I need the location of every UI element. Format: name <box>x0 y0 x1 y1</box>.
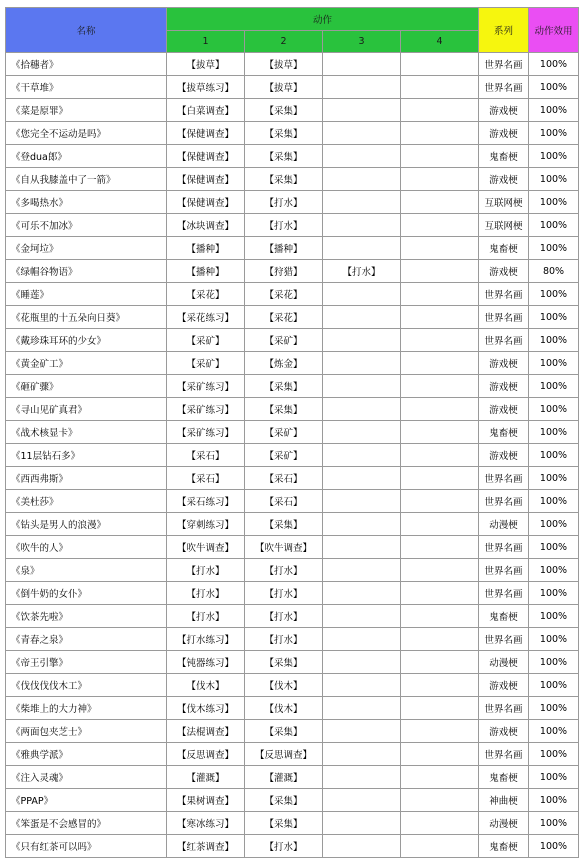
table-row <box>6 513 579 536</box>
cell-efficiency: 100% <box>529 214 579 237</box>
table-row <box>6 582 579 605</box>
cell-name: 《战术核显卡》 <box>6 421 167 444</box>
cell-action-1: 【吹牛调查】 <box>167 536 245 559</box>
cell-action-3 <box>323 76 401 99</box>
cell-action-4 <box>401 283 479 306</box>
cell-action-4 <box>401 697 479 720</box>
cell-efficiency: 80% <box>529 260 579 283</box>
cell-action-4 <box>401 835 479 858</box>
cell-series: 世界名画 <box>479 559 529 582</box>
cell-action-3 <box>323 490 401 513</box>
cell-efficiency: 100% <box>529 421 579 444</box>
cell-series: 鬼畜梗 <box>479 237 529 260</box>
cell-action-4 <box>401 122 479 145</box>
cell-efficiency: 100% <box>529 812 579 835</box>
data-table <box>5 7 579 858</box>
cell-series: 鬼畜梗 <box>479 145 529 168</box>
cell-action-3 <box>323 99 401 122</box>
cell-name: 《泉》 <box>6 559 167 582</box>
cell-name: 《饮茶先啦》 <box>6 605 167 628</box>
cell-name: 《您完全不运动是吗》 <box>6 122 167 145</box>
cell-action-4 <box>401 812 479 835</box>
cell-name: 《笨蛋是不会感冒的》 <box>6 812 167 835</box>
cell-series: 游戏梗 <box>479 398 529 421</box>
cell-action-2: 【狩猎】 <box>245 260 323 283</box>
cell-action-4 <box>401 168 479 191</box>
table-row <box>6 789 579 812</box>
cell-action-2: 【采集】 <box>245 651 323 674</box>
cell-name: 《自从我膝盖中了一箭》 <box>6 168 167 191</box>
cell-name: 《伐伐伐伐木工》 <box>6 674 167 697</box>
cell-efficiency: 100% <box>529 99 579 122</box>
cell-action-3 <box>323 467 401 490</box>
table-row <box>6 398 579 421</box>
cell-action-4 <box>401 467 479 490</box>
cell-series: 世界名画 <box>479 743 529 766</box>
cell-action-1: 【保健调查】 <box>167 122 245 145</box>
cell-action-3 <box>323 743 401 766</box>
cell-action-4 <box>401 490 479 513</box>
cell-series: 动漫梗 <box>479 812 529 835</box>
cell-efficiency: 100% <box>529 743 579 766</box>
cell-name: 《可乐不加冰》 <box>6 214 167 237</box>
cell-action-2: 【采石】 <box>245 490 323 513</box>
cell-series: 游戏梗 <box>479 168 529 191</box>
cell-series: 世界名画 <box>479 329 529 352</box>
cell-action-4 <box>401 559 479 582</box>
table-row <box>6 53 579 76</box>
table-row <box>6 628 579 651</box>
table-row <box>6 352 579 375</box>
table-row <box>6 444 579 467</box>
cell-action-2: 【伐木】 <box>245 674 323 697</box>
header-action-2: 2 <box>245 30 323 53</box>
cell-action-4 <box>401 352 479 375</box>
cell-series: 游戏梗 <box>479 352 529 375</box>
cell-action-2: 【采石】 <box>245 467 323 490</box>
cell-efficiency: 100% <box>529 582 579 605</box>
table-row <box>6 122 579 145</box>
cell-name: 《绿帽谷物语》 <box>6 260 167 283</box>
cell-action-4 <box>401 53 479 76</box>
cell-action-1: 【采花】 <box>167 283 245 306</box>
cell-action-1: 【冰块调查】 <box>167 214 245 237</box>
cell-series: 动漫梗 <box>479 651 529 674</box>
cell-action-3 <box>323 674 401 697</box>
table-row <box>6 145 579 168</box>
cell-action-3 <box>323 605 401 628</box>
cell-action-1: 【打水】 <box>167 605 245 628</box>
cell-action-4 <box>401 444 479 467</box>
cell-action-3 <box>323 283 401 306</box>
cell-action-3 <box>323 812 401 835</box>
cell-action-3 <box>323 398 401 421</box>
cell-action-3 <box>323 720 401 743</box>
cell-action-4 <box>401 582 479 605</box>
cell-name: 《美杜莎》 <box>6 490 167 513</box>
cell-efficiency: 100% <box>529 720 579 743</box>
cell-series: 游戏梗 <box>479 444 529 467</box>
cell-series: 游戏梗 <box>479 260 529 283</box>
header-action-3: 3 <box>323 30 401 53</box>
header-action-4: 4 <box>401 30 479 53</box>
cell-series: 世界名画 <box>479 536 529 559</box>
cell-series: 游戏梗 <box>479 674 529 697</box>
cell-efficiency: 100% <box>529 191 579 214</box>
cell-action-4 <box>401 306 479 329</box>
cell-action-1: 【白菜调查】 <box>167 99 245 122</box>
header-series: 系列 <box>479 8 529 53</box>
cell-action-2: 【反思调查】 <box>245 743 323 766</box>
table-row <box>6 812 579 835</box>
table-row <box>6 168 579 191</box>
cell-action-3 <box>323 53 401 76</box>
cell-efficiency: 100% <box>529 168 579 191</box>
cell-action-4 <box>401 421 479 444</box>
cell-action-2: 【打水】 <box>245 559 323 582</box>
cell-action-3 <box>323 306 401 329</box>
cell-efficiency: 100% <box>529 674 579 697</box>
cell-action-1: 【采矿】 <box>167 329 245 352</box>
cell-action-1: 【灌溉】 <box>167 766 245 789</box>
table-row <box>6 237 579 260</box>
cell-name: 《吹牛的人》 <box>6 536 167 559</box>
table-row <box>6 260 579 283</box>
cell-efficiency: 100% <box>529 789 579 812</box>
cell-action-1: 【采石】 <box>167 444 245 467</box>
table-row <box>6 214 579 237</box>
cell-name: 《黄金矿工》 <box>6 352 167 375</box>
cell-efficiency: 100% <box>529 628 579 651</box>
cell-action-2: 【打水】 <box>245 835 323 858</box>
table-row <box>6 375 579 398</box>
cell-name: 《11层钻石多》 <box>6 444 167 467</box>
cell-action-2: 【拔草】 <box>245 76 323 99</box>
cell-action-2: 【炼金】 <box>245 352 323 375</box>
cell-action-1: 【打水】 <box>167 559 245 582</box>
cell-action-3 <box>323 237 401 260</box>
cell-efficiency: 100% <box>529 467 579 490</box>
cell-efficiency: 100% <box>529 76 579 99</box>
cell-series: 互联网梗 <box>479 214 529 237</box>
cell-action-3 <box>323 835 401 858</box>
table-row <box>6 766 579 789</box>
header-row <box>6 8 579 31</box>
cell-action-3 <box>323 582 401 605</box>
table-row <box>6 467 579 490</box>
cell-action-2: 【吹牛调查】 <box>245 536 323 559</box>
cell-action-1: 【法棍调查】 <box>167 720 245 743</box>
cell-series: 世界名画 <box>479 697 529 720</box>
cell-series: 鬼畜梗 <box>479 605 529 628</box>
cell-action-2: 【播种】 <box>245 237 323 260</box>
cell-action-1: 【采石】 <box>167 467 245 490</box>
cell-action-4 <box>401 628 479 651</box>
cell-name: 《只有红茶可以吗》 <box>6 835 167 858</box>
cell-efficiency: 100% <box>529 559 579 582</box>
cell-name: 《多喝热水》 <box>6 191 167 214</box>
cell-series: 游戏梗 <box>479 122 529 145</box>
cell-efficiency: 100% <box>529 375 579 398</box>
cell-series: 神曲梗 <box>479 789 529 812</box>
cell-action-4 <box>401 145 479 168</box>
cell-action-2: 【采集】 <box>245 789 323 812</box>
cell-efficiency: 100% <box>529 697 579 720</box>
cell-efficiency: 100% <box>529 513 579 536</box>
cell-action-4 <box>401 720 479 743</box>
cell-action-4 <box>401 789 479 812</box>
cell-name: 《青春之泉》 <box>6 628 167 651</box>
cell-action-1: 【反思调查】 <box>167 743 245 766</box>
table-row <box>6 283 579 306</box>
cell-efficiency: 100% <box>529 766 579 789</box>
cell-action-1: 【采矿练习】 <box>167 421 245 444</box>
cell-action-2: 【灌溉】 <box>245 766 323 789</box>
cell-action-3 <box>323 214 401 237</box>
cell-action-3 <box>323 513 401 536</box>
cell-action-4 <box>401 536 479 559</box>
cell-series: 世界名画 <box>479 306 529 329</box>
cell-action-2: 【采集】 <box>245 812 323 835</box>
cell-efficiency: 100% <box>529 306 579 329</box>
table-row <box>6 99 579 122</box>
table-row <box>6 536 579 559</box>
cell-action-3 <box>323 559 401 582</box>
cell-action-3 <box>323 352 401 375</box>
cell-action-4 <box>401 99 479 122</box>
cell-action-2: 【打水】 <box>245 605 323 628</box>
cell-action-3 <box>323 628 401 651</box>
cell-action-1: 【采矿练习】 <box>167 398 245 421</box>
cell-action-4 <box>401 674 479 697</box>
header-name: 名称 <box>6 8 167 53</box>
cell-action-3 <box>323 444 401 467</box>
cell-name: 《帝王引擎》 <box>6 651 167 674</box>
cell-action-1: 【伐木练习】 <box>167 697 245 720</box>
cell-series: 游戏梗 <box>479 375 529 398</box>
table-row <box>6 720 579 743</box>
cell-action-4 <box>401 329 479 352</box>
table-body <box>6 53 579 858</box>
cell-action-3 <box>323 168 401 191</box>
cell-action-4 <box>401 237 479 260</box>
table-row <box>6 76 579 99</box>
cell-action-1: 【播种】 <box>167 260 245 283</box>
cell-action-4 <box>401 76 479 99</box>
cell-name: 《PPAP》 <box>6 789 167 812</box>
cell-efficiency: 100% <box>529 237 579 260</box>
table-row <box>6 306 579 329</box>
cell-action-2: 【采集】 <box>245 398 323 421</box>
cell-efficiency: 100% <box>529 536 579 559</box>
cell-action-2: 【采集】 <box>245 168 323 191</box>
cell-efficiency: 100% <box>529 283 579 306</box>
cell-action-1: 【拔草练习】 <box>167 76 245 99</box>
cell-action-2: 【采花】 <box>245 306 323 329</box>
table-row <box>6 421 579 444</box>
cell-name: 《注入灵魂》 <box>6 766 167 789</box>
cell-action-4 <box>401 605 479 628</box>
cell-name: 《菜是原罪》 <box>6 99 167 122</box>
cell-action-2: 【拔草】 <box>245 53 323 76</box>
cell-action-2: 【采矿】 <box>245 444 323 467</box>
cell-action-3 <box>323 536 401 559</box>
cell-action-4 <box>401 651 479 674</box>
cell-name: 《寻山见矿真君》 <box>6 398 167 421</box>
cell-action-4 <box>401 766 479 789</box>
cell-efficiency: 100% <box>529 605 579 628</box>
cell-action-1: 【保健调查】 <box>167 191 245 214</box>
cell-action-4 <box>401 375 479 398</box>
cell-efficiency: 100% <box>529 835 579 858</box>
cell-action-2: 【采花】 <box>245 283 323 306</box>
cell-action-1: 【钝器练习】 <box>167 651 245 674</box>
cell-action-1: 【拔草】 <box>167 53 245 76</box>
cell-action-3 <box>323 145 401 168</box>
cell-efficiency: 100% <box>529 53 579 76</box>
cell-series: 动漫梗 <box>479 513 529 536</box>
spreadsheet <box>5 7 579 858</box>
cell-action-2: 【采集】 <box>245 122 323 145</box>
table-row <box>6 605 579 628</box>
cell-action-4 <box>401 191 479 214</box>
cell-action-3 <box>323 766 401 789</box>
cell-action-3 <box>323 697 401 720</box>
cell-action-2: 【采集】 <box>245 513 323 536</box>
cell-action-3 <box>323 421 401 444</box>
cell-action-4 <box>401 743 479 766</box>
cell-series: 鬼畜梗 <box>479 421 529 444</box>
cell-name: 《倒牛奶的女仆》 <box>6 582 167 605</box>
cell-action-1: 【穿刺练习】 <box>167 513 245 536</box>
cell-action-1: 【保健调查】 <box>167 145 245 168</box>
cell-action-1: 【采矿练习】 <box>167 375 245 398</box>
cell-series: 世界名画 <box>479 53 529 76</box>
cell-action-3 <box>323 375 401 398</box>
cell-efficiency: 100% <box>529 145 579 168</box>
cell-name: 《睡莲》 <box>6 283 167 306</box>
cell-action-2: 【采矿】 <box>245 421 323 444</box>
cell-action-2: 【采集】 <box>245 375 323 398</box>
header-action-1: 1 <box>167 30 245 53</box>
cell-action-2: 【打水】 <box>245 582 323 605</box>
header-action: 动作 <box>167 8 479 31</box>
table-row <box>6 651 579 674</box>
cell-action-1: 【采花练习】 <box>167 306 245 329</box>
cell-action-3 <box>323 122 401 145</box>
cell-series: 世界名画 <box>479 628 529 651</box>
cell-name: 《雅典学派》 <box>6 743 167 766</box>
cell-action-2: 【打水】 <box>245 191 323 214</box>
cell-action-2: 【打水】 <box>245 214 323 237</box>
cell-action-3: 【打水】 <box>323 260 401 283</box>
cell-action-2: 【采集】 <box>245 145 323 168</box>
cell-series: 世界名画 <box>479 467 529 490</box>
cell-series: 鬼畜梗 <box>479 835 529 858</box>
cell-action-1: 【果树调查】 <box>167 789 245 812</box>
cell-name: 《拾穗者》 <box>6 53 167 76</box>
cell-action-1: 【打水】 <box>167 582 245 605</box>
table-row <box>6 191 579 214</box>
cell-name: 《两面包夹芝士》 <box>6 720 167 743</box>
cell-action-3 <box>323 191 401 214</box>
table-row <box>6 697 579 720</box>
cell-name: 《花瓶里的十五朵向日葵》 <box>6 306 167 329</box>
cell-efficiency: 100% <box>529 398 579 421</box>
cell-action-4 <box>401 260 479 283</box>
cell-name: 《干草堆》 <box>6 76 167 99</box>
cell-series: 世界名画 <box>479 283 529 306</box>
cell-series: 世界名画 <box>479 76 529 99</box>
cell-efficiency: 100% <box>529 490 579 513</box>
cell-action-4 <box>401 398 479 421</box>
cell-action-2: 【打水】 <box>245 628 323 651</box>
cell-series: 互联网梗 <box>479 191 529 214</box>
cell-action-4 <box>401 214 479 237</box>
cell-name: 《金坷垃》 <box>6 237 167 260</box>
cell-action-1: 【播种】 <box>167 237 245 260</box>
cell-action-1: 【保健调查】 <box>167 168 245 191</box>
cell-name: 《砸矿骤》 <box>6 375 167 398</box>
cell-action-4 <box>401 513 479 536</box>
cell-name: 《登dua郎》 <box>6 145 167 168</box>
cell-efficiency: 100% <box>529 444 579 467</box>
table-row <box>6 559 579 582</box>
table-row <box>6 835 579 858</box>
cell-efficiency: 100% <box>529 352 579 375</box>
cell-name: 《钻头是男人的浪漫》 <box>6 513 167 536</box>
table-row <box>6 490 579 513</box>
cell-action-3 <box>323 789 401 812</box>
cell-name: 《西西弗斯》 <box>6 467 167 490</box>
cell-action-3 <box>323 329 401 352</box>
cell-name: 《戴珍珠耳环的少女》 <box>6 329 167 352</box>
cell-name: 《柴堆上的大力神》 <box>6 697 167 720</box>
cell-action-2: 【采矿】 <box>245 329 323 352</box>
header-efficiency: 动作效用 <box>529 8 579 53</box>
cell-series: 世界名画 <box>479 490 529 513</box>
cell-action-2: 【采集】 <box>245 99 323 122</box>
cell-action-1: 【打水练习】 <box>167 628 245 651</box>
cell-efficiency: 100% <box>529 329 579 352</box>
cell-action-2: 【采集】 <box>245 720 323 743</box>
cell-action-1: 【采矿】 <box>167 352 245 375</box>
cell-action-1: 【采石练习】 <box>167 490 245 513</box>
cell-action-1: 【寒冰练习】 <box>167 812 245 835</box>
cell-efficiency: 100% <box>529 651 579 674</box>
cell-action-1: 【伐木】 <box>167 674 245 697</box>
table-row <box>6 674 579 697</box>
cell-series: 游戏梗 <box>479 720 529 743</box>
cell-series: 游戏梗 <box>479 99 529 122</box>
table-row <box>6 329 579 352</box>
cell-action-3 <box>323 651 401 674</box>
cell-action-2: 【伐木】 <box>245 697 323 720</box>
cell-action-1: 【红茶调查】 <box>167 835 245 858</box>
cell-efficiency: 100% <box>529 122 579 145</box>
table-row <box>6 743 579 766</box>
cell-series: 鬼畜梗 <box>479 766 529 789</box>
cell-series: 世界名画 <box>479 582 529 605</box>
